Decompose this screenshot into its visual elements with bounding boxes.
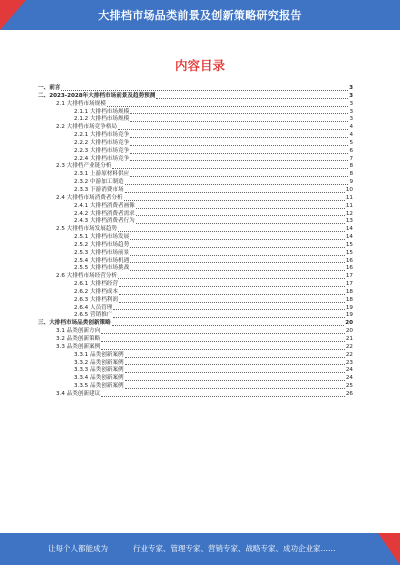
toc-entry-label: 3.3.2 品类创新案例 — [74, 359, 124, 366]
toc-entry-label: 三、大排档市场品类创新策略 — [38, 320, 111, 327]
table-of-contents — [38, 85, 353, 399]
toc-leader-dots — [101, 349, 345, 350]
toc-leader-dots — [112, 168, 348, 169]
toc-entry-label: 2.5.5 大排档市场挑战 — [74, 265, 130, 272]
toc-entry-page: 8 — [349, 163, 353, 170]
toc-leader-dots — [130, 113, 348, 114]
toc-entry-page: 4 — [349, 132, 353, 139]
toc-entry-label: 2.2.1 大排档市场竞争 — [74, 132, 130, 139]
toc-entry-page: 3 — [349, 92, 353, 99]
toc-entry-page: 4 — [349, 124, 353, 131]
toc-leader-dots — [113, 309, 344, 310]
toc-entry-label: 2.6.4 人员管理 — [74, 304, 113, 311]
toc-leader-dots — [130, 121, 348, 122]
toc-entry-page: 3 — [349, 116, 353, 123]
toc-entry[interactable] — [38, 148, 353, 156]
toc-entry-page: 3 — [349, 108, 353, 115]
toc-entry-label: 2.3 大排档产业链分析 — [56, 163, 112, 170]
toc-leader-dots — [107, 106, 349, 107]
toc-leader-dots — [130, 255, 345, 256]
toc-leader-dots — [112, 325, 344, 326]
toc-entry-page: 7 — [349, 155, 353, 162]
toc-entry-page: 21 — [345, 336, 353, 342]
toc-entry-label: 2.4.1 大排档消费者画像 — [74, 202, 135, 209]
toc-leader-dots — [119, 302, 345, 303]
toc-leader-dots — [130, 145, 348, 146]
toc-entry-page: 26 — [345, 390, 353, 397]
toc-entry[interactable] — [38, 344, 353, 352]
toc-entry-label: 2.6.3 大排档利润 — [74, 296, 118, 303]
toc-leader-dots — [61, 90, 348, 91]
toc-entry-label: 2.5.4 大排档市场机遇 — [74, 257, 130, 264]
toc-entry[interactable] — [38, 328, 353, 336]
toc-entry-label: 2.1.1 大排档市场规模 — [74, 108, 130, 115]
toc-entry-page: 3 — [349, 100, 353, 107]
toc-leader-dots — [101, 341, 345, 342]
toc-entry-label: 2.4 大排档市场消费者分析 — [56, 194, 123, 201]
toc-entry-label: 一、前言 — [38, 85, 61, 91]
toc-title: 内容目录 — [174, 58, 225, 73]
toc-leader-dots — [136, 208, 345, 209]
toc-entry[interactable] — [38, 352, 353, 360]
toc-entry-page: 16 — [345, 257, 353, 264]
toc-entry[interactable] — [38, 391, 353, 399]
toc-leader-dots — [101, 396, 345, 397]
toc-entry-label: 3.3.1 品类创新案例 — [74, 351, 124, 358]
toc-entry-label: 3.2 品类创新策略 — [56, 336, 101, 342]
toc-leader-dots — [118, 278, 345, 279]
toc-entry-page: 11 — [345, 194, 353, 201]
toc-leader-dots — [125, 388, 345, 389]
toc-entry[interactable] — [38, 218, 353, 226]
toc-entry[interactable] — [38, 273, 353, 281]
toc-leader-dots — [125, 372, 345, 373]
toc-entry-label: 3.3.3 品类创新案例 — [74, 367, 124, 374]
toc-leader-dots — [125, 364, 345, 365]
toc-entry-label: 2.1 大排档市场规模 — [56, 100, 106, 107]
toc-entry-label: 2.5.1 大排档市场发展 — [74, 234, 130, 241]
report-title: 大排档市场品类前景及创新策略研究报告 — [98, 9, 302, 22]
toc-entry-page: 13 — [345, 218, 353, 225]
toc-entry-label: 3.3.5 品类创新案例 — [74, 383, 124, 390]
toc-entry-page: 14 — [345, 234, 353, 241]
toc-entry[interactable] — [38, 320, 353, 328]
footer-accent-triangle — [378, 533, 400, 565]
toc-entry-label: 2.3.3 下游消费市场 — [74, 186, 124, 193]
toc-entry[interactable] — [38, 336, 353, 344]
toc-entry-page: 23 — [345, 359, 353, 366]
toc-entry[interactable] — [38, 297, 353, 305]
toc-entry-label: 3.3.4 品类创新案例 — [74, 375, 124, 382]
toc-leader-dots — [125, 184, 349, 185]
toc-entry[interactable] — [38, 179, 353, 187]
toc-entry[interactable] — [38, 85, 353, 93]
toc-entry[interactable] — [38, 281, 353, 289]
toc-entry-label: 2.5.3 大排档市场前景 — [74, 249, 130, 256]
toc-entry-label: 2.4.2 大排档消费者需求 — [74, 210, 135, 217]
toc-leader-dots — [119, 294, 345, 295]
toc-entry-label: 二、2023-2028年大排档市场前景及趋势预测 — [38, 92, 156, 99]
toc-entry-page: 22 — [345, 351, 353, 358]
toc-leader-dots — [130, 262, 345, 263]
toc-entry-page: 6 — [349, 147, 353, 154]
page-footer — [0, 533, 400, 565]
toc-leader-dots — [101, 333, 345, 334]
toc-entry-label: 2.5.2 大排档市场趋势 — [74, 241, 130, 248]
toc-entry[interactable] — [38, 226, 353, 234]
toc-entry-page: 22 — [345, 343, 353, 350]
toc-leader-dots — [118, 129, 348, 130]
toc-entry-label: 2.1.2 大排档市场规模 — [74, 116, 130, 123]
toc-leader-dots — [113, 317, 344, 318]
toc-entry-label: 2.6 大排档市场经营分析 — [56, 273, 118, 280]
toc-entry-label: 3.1 品类创新方向 — [56, 328, 101, 335]
toc-leader-dots — [136, 215, 345, 216]
page-header — [0, 0, 400, 30]
toc-entry-page: 10 — [345, 186, 353, 193]
toc-leader-dots — [156, 98, 348, 99]
toc-leader-dots — [130, 160, 348, 161]
toc-entry[interactable] — [38, 234, 353, 242]
toc-entry-label: 2.5 大排档市场发展趋势 — [56, 226, 118, 233]
toc-entry[interactable] — [38, 383, 353, 391]
toc-entry-label: 2.2.4 大排档市场竞争 — [74, 155, 130, 162]
toc-entry[interactable] — [38, 375, 353, 383]
toc-entry-label: 3.4 品类创新建议 — [56, 390, 101, 397]
toc-entry[interactable] — [38, 195, 353, 203]
toc-entry[interactable] — [38, 242, 353, 250]
toc-entry-page: 8 — [349, 171, 353, 178]
toc-entry[interactable] — [38, 289, 353, 297]
toc-entry-page: 20 — [345, 320, 353, 327]
toc-entry-page: 25 — [345, 383, 353, 390]
toc-entry-page: 3 — [349, 85, 353, 91]
toc-leader-dots — [130, 270, 345, 271]
toc-entry[interactable] — [38, 187, 353, 195]
toc-entry-label: 2.4.3 大排档消费者行为 — [74, 218, 135, 225]
toc-entry-label: 2.2 大排档市场竞争格局 — [56, 124, 118, 131]
toc-leader-dots — [118, 231, 345, 232]
toc-entry-label: 2.6.1 大排档经营 — [74, 281, 118, 288]
toc-leader-dots — [125, 192, 345, 193]
toc-entry-page: 12 — [345, 210, 353, 217]
toc-entry-page: 24 — [345, 375, 353, 382]
toc-entry-page: 19 — [345, 304, 353, 311]
toc-entry[interactable] — [38, 203, 353, 211]
toc-entry[interactable] — [38, 250, 353, 258]
toc-leader-dots — [130, 176, 348, 177]
toc-entry-page: 19 — [345, 312, 353, 319]
toc-entry-page: 17 — [345, 273, 353, 280]
toc-leader-dots — [130, 137, 348, 138]
toc-entry-label: 2.2.2 大排档市场竞争 — [74, 139, 130, 146]
footer-slogan: 让每个人都能成为 — [48, 544, 108, 553]
toc-entry-page: 18 — [345, 296, 353, 303]
toc-leader-dots — [125, 357, 345, 358]
toc-entry-page: 15 — [345, 249, 353, 256]
toc-entry-label: 2.3.2 中游加工制造 — [74, 179, 124, 186]
toc-entry-label: 2.6.5 营销推广 — [74, 312, 113, 319]
toc-entry-page: 24 — [345, 367, 353, 374]
toc-leader-dots — [119, 286, 345, 287]
toc-entry-label: 2.3.1 上游原材料供应 — [74, 171, 130, 178]
toc-entry[interactable] — [38, 140, 353, 148]
toc-entry-page: 16 — [345, 265, 353, 272]
toc-entry-label: 2.2.3 大排档市场竞争 — [74, 147, 130, 154]
toc-entry-page: 14 — [345, 226, 353, 233]
toc-entry[interactable] — [38, 132, 353, 140]
toc-entry-page: 18 — [345, 288, 353, 295]
toc-entry-page: 15 — [345, 241, 353, 248]
toc-entry[interactable] — [38, 93, 353, 101]
toc-leader-dots — [130, 247, 345, 248]
toc-entry-page: 11 — [345, 202, 353, 209]
toc-leader-dots — [136, 223, 345, 224]
toc-leader-dots — [124, 200, 345, 201]
toc-entry[interactable] — [38, 171, 353, 179]
toc-entry-page: 5 — [349, 139, 353, 146]
toc-leader-dots — [125, 380, 345, 381]
toc-entry-page: 20 — [345, 328, 353, 335]
footer-roles: 行业专家、管理专家、营销专家、战略专家、成功企业家…… — [133, 544, 336, 553]
toc-entry[interactable] — [38, 101, 353, 109]
toc-leader-dots — [130, 153, 348, 154]
toc-entry-label: 2.6.2 大排档成本 — [74, 288, 118, 295]
toc-entry-page: 17 — [345, 281, 353, 288]
toc-leader-dots — [130, 239, 345, 240]
toc-entry-page: 9 — [349, 179, 353, 186]
toc-entry[interactable] — [38, 124, 353, 132]
toc-entry-label: 3.3 品类创新案例 — [56, 343, 101, 350]
